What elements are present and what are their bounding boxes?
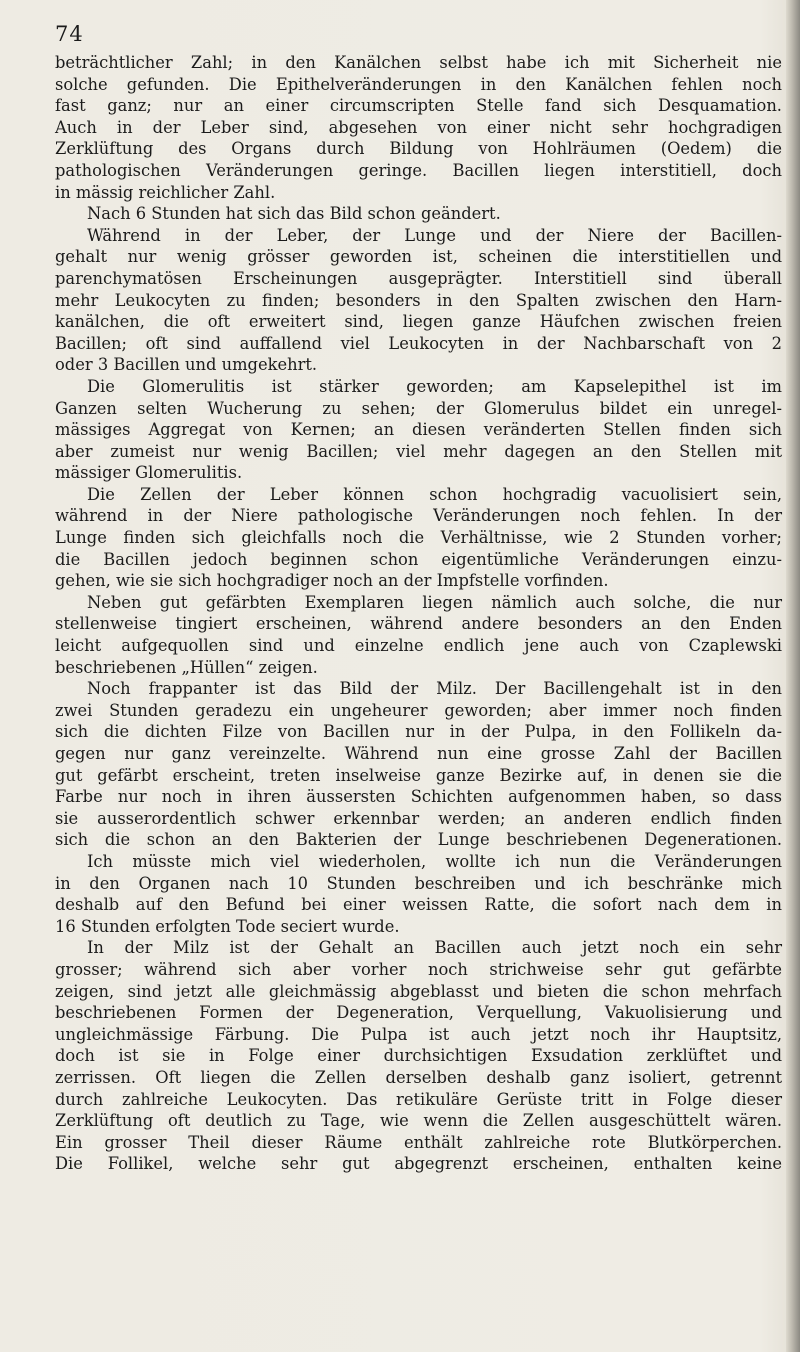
text-line: zwei Stunden geradezu ein ungeheurer geworden; aber immer noch finden <box>55 700 782 720</box>
text-line: fast ganz; nur an einer circumscripten Stelle fand sich Desquamation. <box>55 96 782 116</box>
text-line: in mässig reichlicher Zahl. <box>55 182 276 202</box>
text-line: beschriebenen „Hüllen“ zeigen. <box>55 657 318 677</box>
body-text <box>55 52 782 1175</box>
text-line: zeigen, sind jetzt alle gleichmässig abgeblasst und bieten die schon mehrfach <box>55 981 782 1001</box>
text-line: während in der Niere pathologische Veränderungen noch fehlen. In der <box>55 506 782 526</box>
text-line: in den Organen nach 10 Stunden beschreiben und ich beschränke mich <box>55 873 782 893</box>
text-line: aber zumeist nur wenig Bacillen; viel mehr dagegen an den Stellen mit <box>55 441 782 461</box>
text-line: Ein grosser Theil dieser Räume enthält zahlreiche rote Blutkörperchen. <box>55 1132 782 1152</box>
text-line: mehr Leukocyten zu finden; besonders in den Spalten zwischen den Harn- <box>55 290 782 310</box>
text-line: Auch in der Leber sind, abgesehen von einer nicht sehr hochgradigen <box>55 117 782 137</box>
text-line: Lunge finden sich gleichfalls noch die Verhältnisse, wie 2 Stunden vorher; <box>55 528 782 548</box>
text-line: doch ist sie in Folge einer durchsichtigen Exsudation zerklüftet und <box>55 1046 782 1066</box>
text-line: deshalb auf den Befund bei einer weissen Ratte, die sofort nach dem in <box>55 895 782 915</box>
text-line: pathologischen Veränderungen geringe. Bacillen liegen interstitiell, doch <box>55 160 782 180</box>
text-line: kanälchen, die oft erweitert sind, liegen ganze Häufchen zwischen freien <box>55 312 782 332</box>
text-line: zerrissen. Oft liegen die Zellen derselben deshalb ganz isoliert, getrennt <box>55 1067 782 1087</box>
text-line: solche gefunden. Die Epithelveränderungen in den Kanälchen fehlen noch <box>55 74 782 94</box>
text-line: Die Zellen der Leber können schon hochgradig vacuolisiert sein, <box>87 484 782 504</box>
text-line: 16 Stunden erfolgten Tode seciert wurde. <box>55 916 400 936</box>
text-line: gegen nur ganz vereinzelte. Während nun eine grosse Zahl der Bacillen <box>55 744 782 763</box>
text-line: oder 3 Bacillen und umgekehrt. <box>55 355 318 375</box>
text-line: Nach 6 Stunden hat sich das Bild schon geändert. <box>87 204 501 224</box>
text-line: Noch frappanter ist das Bild der Milz. Der Bacillengehalt ist in den <box>87 679 782 699</box>
text-line: Während in der Leber, der Lunge und der Niere der Bacillen- <box>87 225 782 245</box>
text-line: sich die dichten Filze von Bacillen nur in der Pulpa, in den Follikeln da- <box>55 722 782 742</box>
text-line: Zerklüftung des Organs durch Bildung von Hohlräumen (Oedem) die <box>55 139 782 159</box>
page-edge-shadow <box>786 0 800 1352</box>
text-line: sie ausserordentlich schwer erkennbar werden; an anderen endlich finden <box>55 808 782 828</box>
text-line: mässiges Aggregat von Kernen; an diesen veränderten Stellen finden sich <box>55 420 782 440</box>
text-line: Ganzen selten Wucherung zu sehen; der Glomerulus bildet ein unregel- <box>55 398 782 418</box>
page-number: 74 <box>55 22 84 46</box>
text-line: parenchymatösen Erscheinungen ausgeprägter. Interstitiell sind überall <box>55 268 782 288</box>
text-line: mässiger Glomerulitis. <box>55 463 243 483</box>
text-line: Die Glomerulitis ist stärker geworden; am Kapselepithel ist im <box>87 376 782 396</box>
text-line: ungleichmässige Färbung. Die Pulpa ist auch jetzt noch ihr Hauptsitz, <box>55 1024 782 1044</box>
text-line: beträchtlicher Zahl; in den Kanälchen selbst habe ich mit Sicherheit nie <box>55 53 782 72</box>
text-line: beschriebenen Formen der Degeneration, Verquellung, Vakuolisierung und <box>55 1003 782 1023</box>
text-line: stellenweise tingiert erscheinen, während andere besonders an den Enden <box>55 614 782 634</box>
text-line: Ich müsste mich viel wiederholen, wollte ich nun die Veränderungen <box>87 851 782 871</box>
text-line: Farbe nur noch in ihren äussersten Schichten aufgenommen haben, so dass <box>55 787 782 807</box>
text-line: gut gefärbt erscheint, treten inselweise ganze Bezirke auf, in denen sie die <box>55 765 782 785</box>
text-line: leicht aufgequollen sind und einzelne endlich jene auch von Czaplewski <box>55 636 782 656</box>
text-line: grosser; während sich aber vorher noch strichweise sehr gut gefärbte <box>55 959 782 979</box>
text-line: sich die schon an den Bakterien der Lunge beschriebenen Degenerationen. <box>55 830 782 850</box>
text-line: Neben gut gefärbten Exemplaren liegen nämlich auch solche, die nur <box>87 592 782 612</box>
text-line: die Bacillen jedoch beginnen schon eigentümliche Veränderungen einzu- <box>55 549 782 569</box>
text-line: gehalt nur wenig grösser geworden ist, scheinen die interstitiellen und <box>55 247 782 267</box>
text-line: gehen, wie sie sich hochgradiger noch an der Impfstelle vorfinden. <box>55 571 609 591</box>
text-line: Die Follikel, welche sehr gut abgegrenzt erscheinen, enthalten keine <box>55 1154 782 1174</box>
text-line: Zerklüftung oft deutlich zu Tage, wie wenn die Zellen ausgeschüttelt wären. <box>55 1111 782 1131</box>
text-line: In der Milz ist der Gehalt an Bacillen auch jetzt noch ein sehr <box>87 938 782 958</box>
text-line: durch zahlreiche Leukocyten. Das retikuläre Gerüste tritt in Folge dieser <box>55 1089 782 1109</box>
text-line: Bacillen; oft sind auffallend viel Leukocyten in der Nachbarschaft von 2 <box>55 333 782 353</box>
